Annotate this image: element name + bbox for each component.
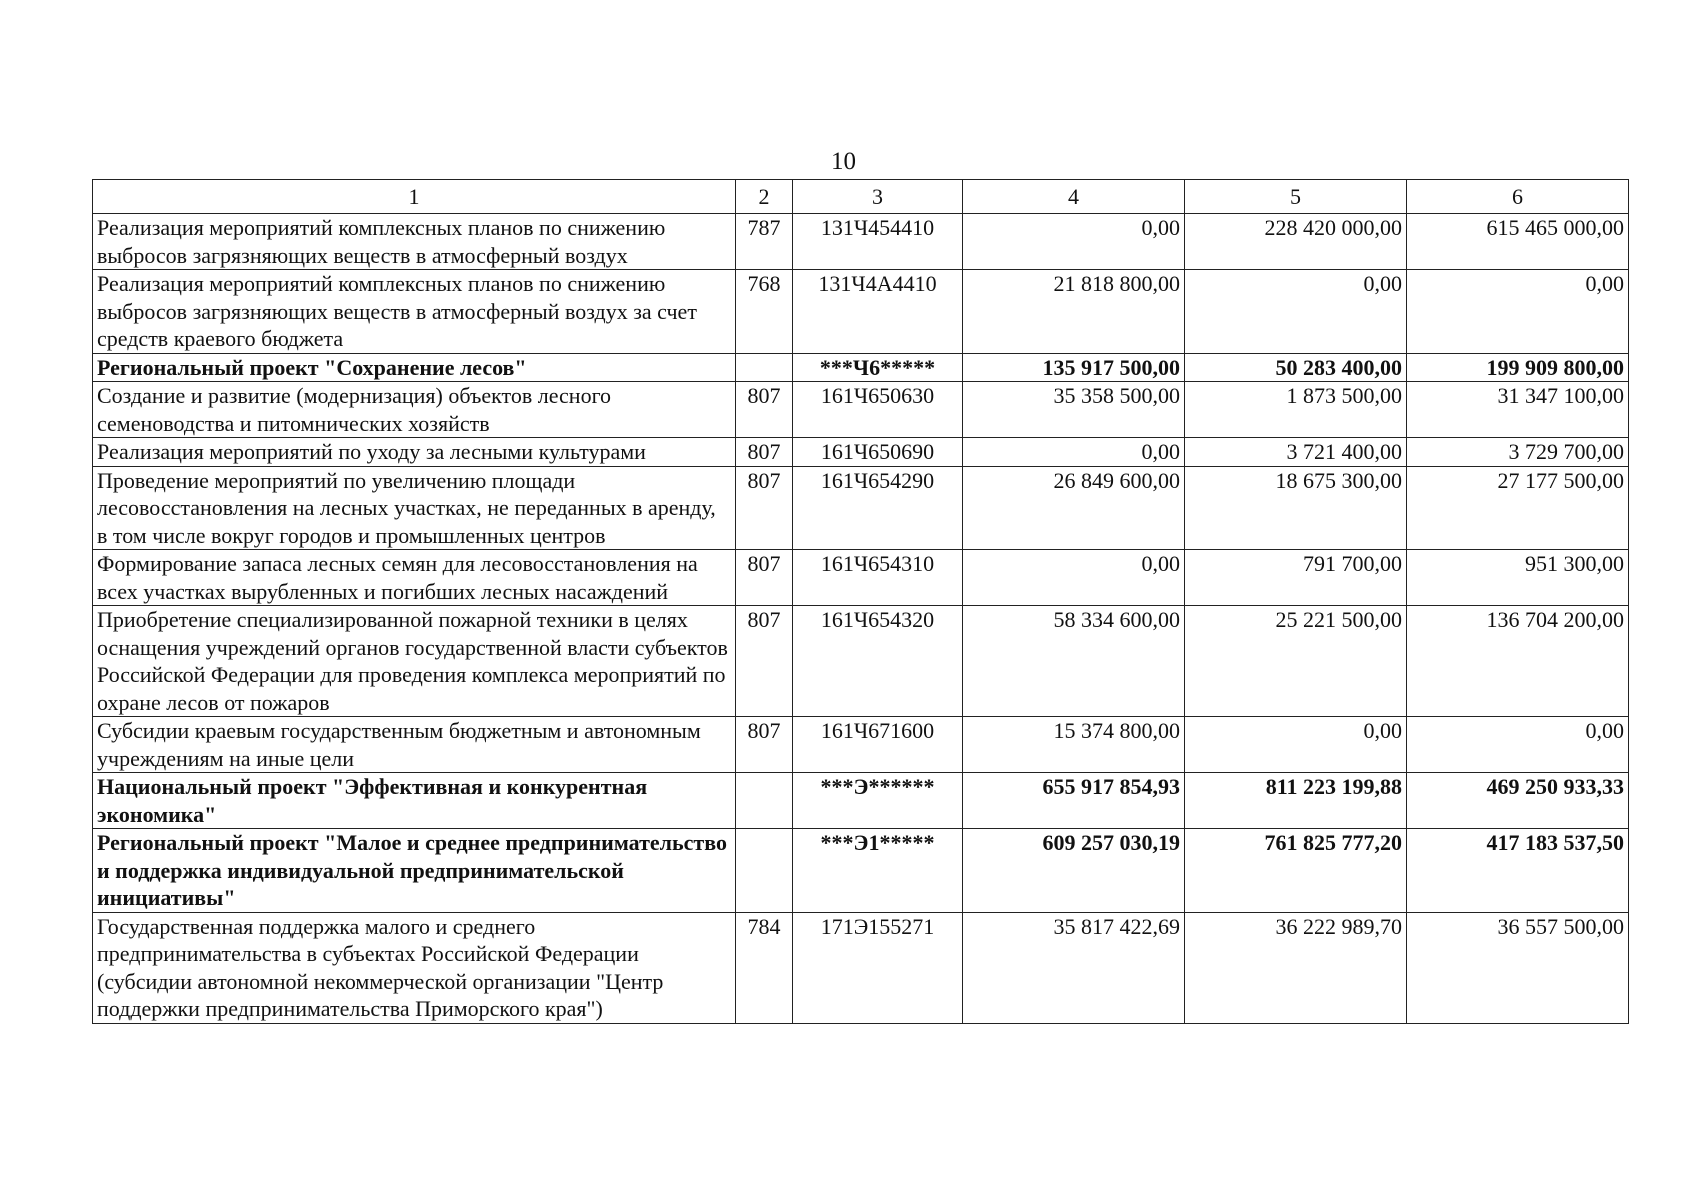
- row-amount-year3-cell: 27 177 500,00: [1407, 466, 1629, 550]
- table-row-subtotal: [93, 353, 1629, 382]
- row-csr-cell: 131Ч4А4410: [793, 270, 963, 354]
- row-grbs-cell: 807: [736, 438, 793, 467]
- row-amount-year1-cell: 655 917 854,93: [963, 773, 1185, 829]
- row-amount-year1-cell: 26 849 600,00: [963, 466, 1185, 550]
- row-amount-year1-cell: 21 818 800,00: [963, 270, 1185, 354]
- row-amount-year3-cell: 0,00: [1407, 717, 1629, 773]
- row-amount-year1-cell: 15 374 800,00: [963, 717, 1185, 773]
- row-csr-cell: ***Э1*****: [793, 829, 963, 913]
- row-amount-year2-cell: 761 825 777,20: [1185, 829, 1407, 913]
- table-row: [93, 550, 1629, 606]
- row-name-cell: Реализация мероприятий комплексных планов по снижению выбросов загрязняющих веществ в атмосферный воздух: [93, 214, 736, 270]
- row-amount-year1-cell: 35 358 500,00: [963, 382, 1185, 438]
- row-csr-cell: 161Ч654310: [793, 550, 963, 606]
- row-name-cell: Региональный проект "Сохранение лесов": [93, 353, 736, 382]
- table-row: [93, 466, 1629, 550]
- budget-table: [92, 179, 1629, 1024]
- row-grbs-cell: 768: [736, 270, 793, 354]
- row-csr-cell: 171Э155271: [793, 912, 963, 1023]
- row-grbs-cell: [736, 353, 793, 382]
- row-amount-year2-cell: 0,00: [1185, 717, 1407, 773]
- row-amount-year2-cell: 228 420 000,00: [1185, 214, 1407, 270]
- table-row: [93, 214, 1629, 270]
- row-name-cell: Реализация мероприятий комплексных планов по снижению выбросов загрязняющих веществ в атмосферный воздух за счет средств краевого бюджета: [93, 270, 736, 354]
- row-name-cell: Создание и развитие (модернизация) объектов лесного семеноводства и питомнических хозяйств: [93, 382, 736, 438]
- row-grbs-cell: 807: [736, 606, 793, 717]
- row-name-cell: Региональный проект "Малое и среднее предпринимательство и поддержка индивидуальной предпринимательской инициативы": [93, 829, 736, 913]
- row-amount-year3-cell: 469 250 933,33: [1407, 773, 1629, 829]
- column-header-5: 5: [1185, 180, 1407, 214]
- row-grbs-cell: 784: [736, 912, 793, 1023]
- row-amount-year2-cell: 18 675 300,00: [1185, 466, 1407, 550]
- table-body: [93, 214, 1629, 1024]
- row-amount-year3-cell: 31 347 100,00: [1407, 382, 1629, 438]
- row-amount-year1-cell: 0,00: [963, 550, 1185, 606]
- row-grbs-cell: 807: [736, 466, 793, 550]
- table-row-subtotal: [93, 829, 1629, 913]
- row-amount-year1-cell: 0,00: [963, 214, 1185, 270]
- row-amount-year1-cell: 0,00: [963, 438, 1185, 467]
- row-amount-year2-cell: 0,00: [1185, 270, 1407, 354]
- row-csr-cell: 161Ч654290: [793, 466, 963, 550]
- row-amount-year3-cell: 0,00: [1407, 270, 1629, 354]
- table-row: [93, 912, 1629, 1023]
- row-amount-year3-cell: 136 704 200,00: [1407, 606, 1629, 717]
- row-csr-cell: 161Ч650690: [793, 438, 963, 467]
- row-grbs-cell: [736, 773, 793, 829]
- row-grbs-cell: [736, 829, 793, 913]
- row-amount-year2-cell: 1 873 500,00: [1185, 382, 1407, 438]
- header-row: [93, 180, 1629, 214]
- row-amount-year2-cell: 25 221 500,00: [1185, 606, 1407, 717]
- table-row-subtotal: [93, 773, 1629, 829]
- table-header: [93, 180, 1629, 214]
- column-header-2: 2: [736, 180, 793, 214]
- row-amount-year2-cell: 791 700,00: [1185, 550, 1407, 606]
- table-row: [93, 438, 1629, 467]
- table-row: [93, 270, 1629, 354]
- row-csr-cell: 131Ч454410: [793, 214, 963, 270]
- table-row: [93, 717, 1629, 773]
- row-amount-year2-cell: 811 223 199,88: [1185, 773, 1407, 829]
- row-name-cell: Реализация мероприятий по уходу за лесными культурами: [93, 438, 736, 467]
- row-amount-year3-cell: 615 465 000,00: [1407, 214, 1629, 270]
- row-amount-year2-cell: 3 721 400,00: [1185, 438, 1407, 467]
- column-header-6: 6: [1407, 180, 1629, 214]
- row-amount-year2-cell: 36 222 989,70: [1185, 912, 1407, 1023]
- row-grbs-cell: 807: [736, 550, 793, 606]
- row-amount-year2-cell: 50 283 400,00: [1185, 353, 1407, 382]
- row-grbs-cell: 787: [736, 214, 793, 270]
- row-grbs-cell: 807: [736, 717, 793, 773]
- row-name-cell: Национальный проект "Эффективная и конкурентная экономика": [93, 773, 736, 829]
- row-amount-year3-cell: 199 909 800,00: [1407, 353, 1629, 382]
- row-amount-year3-cell: 417 183 537,50: [1407, 829, 1629, 913]
- row-csr-cell: ***Э******: [793, 773, 963, 829]
- row-amount-year1-cell: 58 334 600,00: [963, 606, 1185, 717]
- row-name-cell: Государственная поддержка малого и среднего предпринимательства в субъектах Российской Федерации (субсидии автономной некоммерческой организации "Центр поддержки предпринимательства Приморского края"): [93, 912, 736, 1023]
- row-name-cell: Приобретение специализированной пожарной техники в целях оснащения учреждений органов государственной власти субъектов Российской Федерации для проведения комплекса мероприятий по охране лесов от пожаров: [93, 606, 736, 717]
- table-row: [93, 382, 1629, 438]
- row-amount-year1-cell: 135 917 500,00: [963, 353, 1185, 382]
- row-amount-year1-cell: 35 817 422,69: [963, 912, 1185, 1023]
- row-name-cell: Формирование запаса лесных семян для лесовосстановления на всех участках вырубленных и погибших лесных насаждений: [93, 550, 736, 606]
- row-csr-cell: ***Ч6*****: [793, 353, 963, 382]
- table-row: [93, 606, 1629, 717]
- column-header-4: 4: [963, 180, 1185, 214]
- page-number: 10: [831, 148, 856, 175]
- column-header-1: 1: [93, 180, 736, 214]
- row-amount-year1-cell: 609 257 030,19: [963, 829, 1185, 913]
- column-header-3: 3: [793, 180, 963, 214]
- row-csr-cell: 161Ч650630: [793, 382, 963, 438]
- row-amount-year3-cell: 36 557 500,00: [1407, 912, 1629, 1023]
- row-name-cell: Субсидии краевым государственным бюджетным и автономным учреждениям на иные цели: [93, 717, 736, 773]
- row-name-cell: Проведение мероприятий по увеличению площади лесовосстановления на лесных участках, не переданных в аренду, в том числе вокруг городов и промышленных центров: [93, 466, 736, 550]
- row-amount-year3-cell: 3 729 700,00: [1407, 438, 1629, 467]
- row-amount-year3-cell: 951 300,00: [1407, 550, 1629, 606]
- row-grbs-cell: 807: [736, 382, 793, 438]
- row-csr-cell: 161Ч671600: [793, 717, 963, 773]
- row-csr-cell: 161Ч654320: [793, 606, 963, 717]
